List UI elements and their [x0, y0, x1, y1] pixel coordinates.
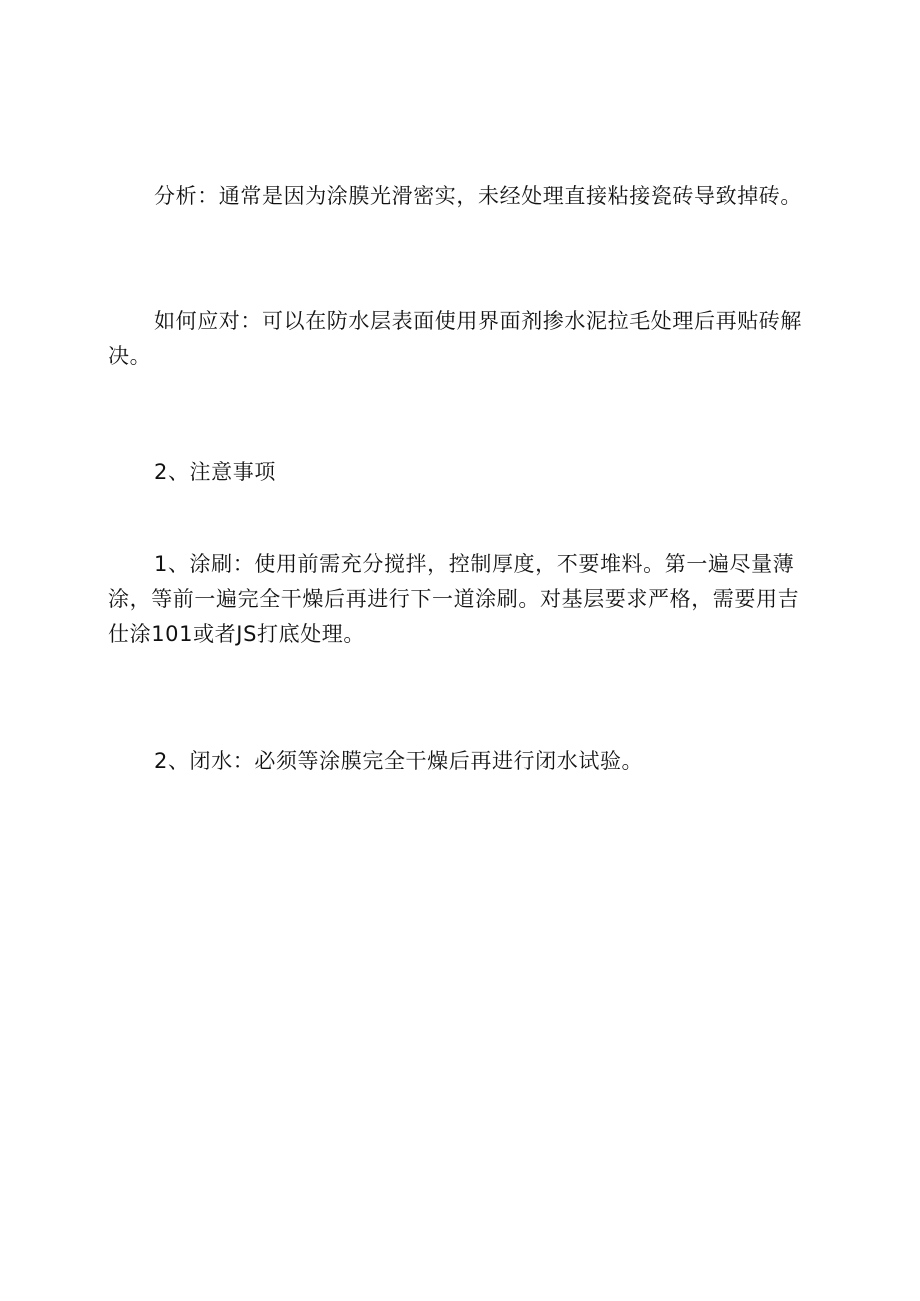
paragraph-water-test: 2、闭水：必须等涂膜完全干燥后再进行闭水试验。 [154, 749, 644, 773]
paragraph-brushing: 1、涂刷：使用前需充分搅拌，控制厚度，不要堆料。第一遍尽量薄涂，等前一遍完全干燥后再进行下一道涂刷。对基层要求严格，需要用吉仕涂101或者JS打底处理。 [108, 552, 800, 646]
section-heading-notes: 2、注意事项 [154, 460, 276, 484]
paragraph-analysis: 分析：通常是因为涂膜光滑密实，未经处理直接粘接瓷砖导致掉砖。 [154, 184, 802, 208]
paragraph-solution: 如何应对：可以在防水层表面使用界面剂掺水泥拉毛处理后再贴砖解决。 [108, 309, 802, 368]
